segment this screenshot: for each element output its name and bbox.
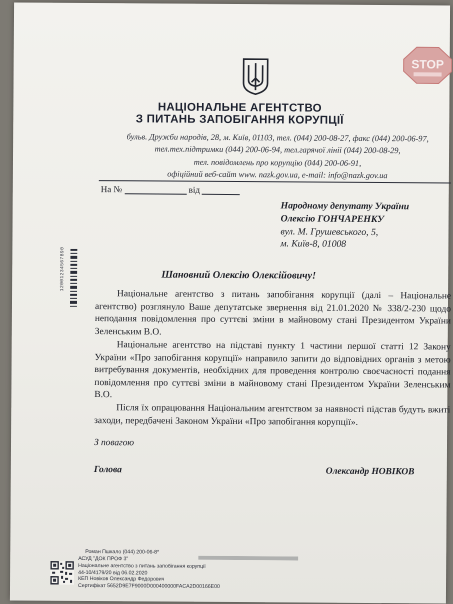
contacts-line: бульв. Дружби народів, 28, м. Київ, 01103, тел. (044) 200-08-27, факс (044) 200-06-97,: [126, 132, 429, 144]
recipient-block: [280, 200, 450, 252]
letter-body: [95, 288, 451, 341]
signer-position: Голова: [93, 465, 122, 476]
letter-paragraph: Національне агентство з питань запобігання корупції (далі – Національне агентство) розглянуло Ваше депутатське звернення від 21.01.2020 № 338/2-230 щодо неподання повідомлення про суттєві зміни в майновому стані Президентом України Зеленським В.О.: [94, 289, 452, 338]
letter-paragraph: Національне агентство на підставі пункту 1 частини першої статті 12 Закону України «Про запобігання корупції» направило запити до відповідних органів з метою витребування документів, необхідних для проведення контролю своєчасності подання повідомлення про суттєві зміни в майновому стані Президентом України Зеленським В.О.: [94, 340, 451, 401]
footer-meta: [78, 556, 220, 591]
letter-greeting: Шановний Олексію Олексійовичу!: [161, 269, 317, 282]
contacts-line: тел. повідомлень про корупцію (044) 200-06-91,: [193, 157, 362, 168]
ref-number-blank: [124, 193, 186, 194]
org-title-line2: З ПИТАНЬ ЗАПОБІГАННЯ КОРУПЦІЇ: [135, 113, 344, 127]
letter-body: [94, 402, 450, 430]
footer-executor: Роман Пшкало (044) 200-06-8*: [85, 548, 160, 556]
closing-regards: З повагою: [93, 438, 135, 449]
qr-code-icon: [50, 561, 74, 585]
signer-name: Олександр НОВІКОВ: [325, 466, 415, 478]
footer-org: Національне агентство з питань запобігання корупції: [78, 562, 206, 570]
recipient-city: м. Київ-8, 01008: [280, 238, 347, 251]
footer-cert: 5652D9E7F9000D000400000FACA2D00166E00: [107, 583, 220, 591]
footer-kep: КЕП Новіков Олександр Федорович: [78, 576, 165, 583]
stop-corruption-stamp-icon: [402, 45, 453, 85]
contacts-block: [105, 131, 450, 183]
contacts-line: тел.тех.підтримки (044) 200-06-94, тел.гарячої лінії (044) 200-08-29,: [154, 144, 401, 156]
letter-sheet: [10, 2, 450, 603]
recipient-title: Народному депутату України: [280, 200, 410, 213]
footer-cert-label: Сертифікат: [77, 583, 106, 590]
letter-body: [94, 339, 450, 404]
ref-prefix: На №: [100, 184, 123, 195]
side-barcode-number: 12001234567890: [60, 246, 66, 292]
footer-cert-line: [78, 583, 220, 591]
footer-system: АСУД "ДОК ПРОФ 3": [78, 555, 129, 563]
recipient-street: вул. М. Грушевського, 5,: [280, 225, 379, 238]
trident-emblem-icon: [240, 56, 270, 96]
ref-from: від: [188, 184, 201, 195]
contacts-line: офіційний веб-сайт www. nazk.gov.ua, e-mail: info@nazk.gov.ua: [167, 169, 388, 180]
ref-date-blank: [202, 194, 240, 195]
footer-reg: 44-10/4179/20 від 06.02.2020: [78, 569, 148, 577]
org-title-line1: НАЦІОНАЛЬНЕ АГЕНТСТВО: [157, 101, 322, 115]
reference-line: [101, 184, 241, 195]
stamp-text: STOP: [411, 57, 444, 72]
letter-paragraph: Після їх опрацювання Національним агентством за наявності підстав будуть вжиті заходи, передбачені Законом України «Про запобігання корупції».: [94, 403, 451, 428]
recipient-name: Олексію ГОНЧАРЕНКУ: [280, 213, 384, 225]
